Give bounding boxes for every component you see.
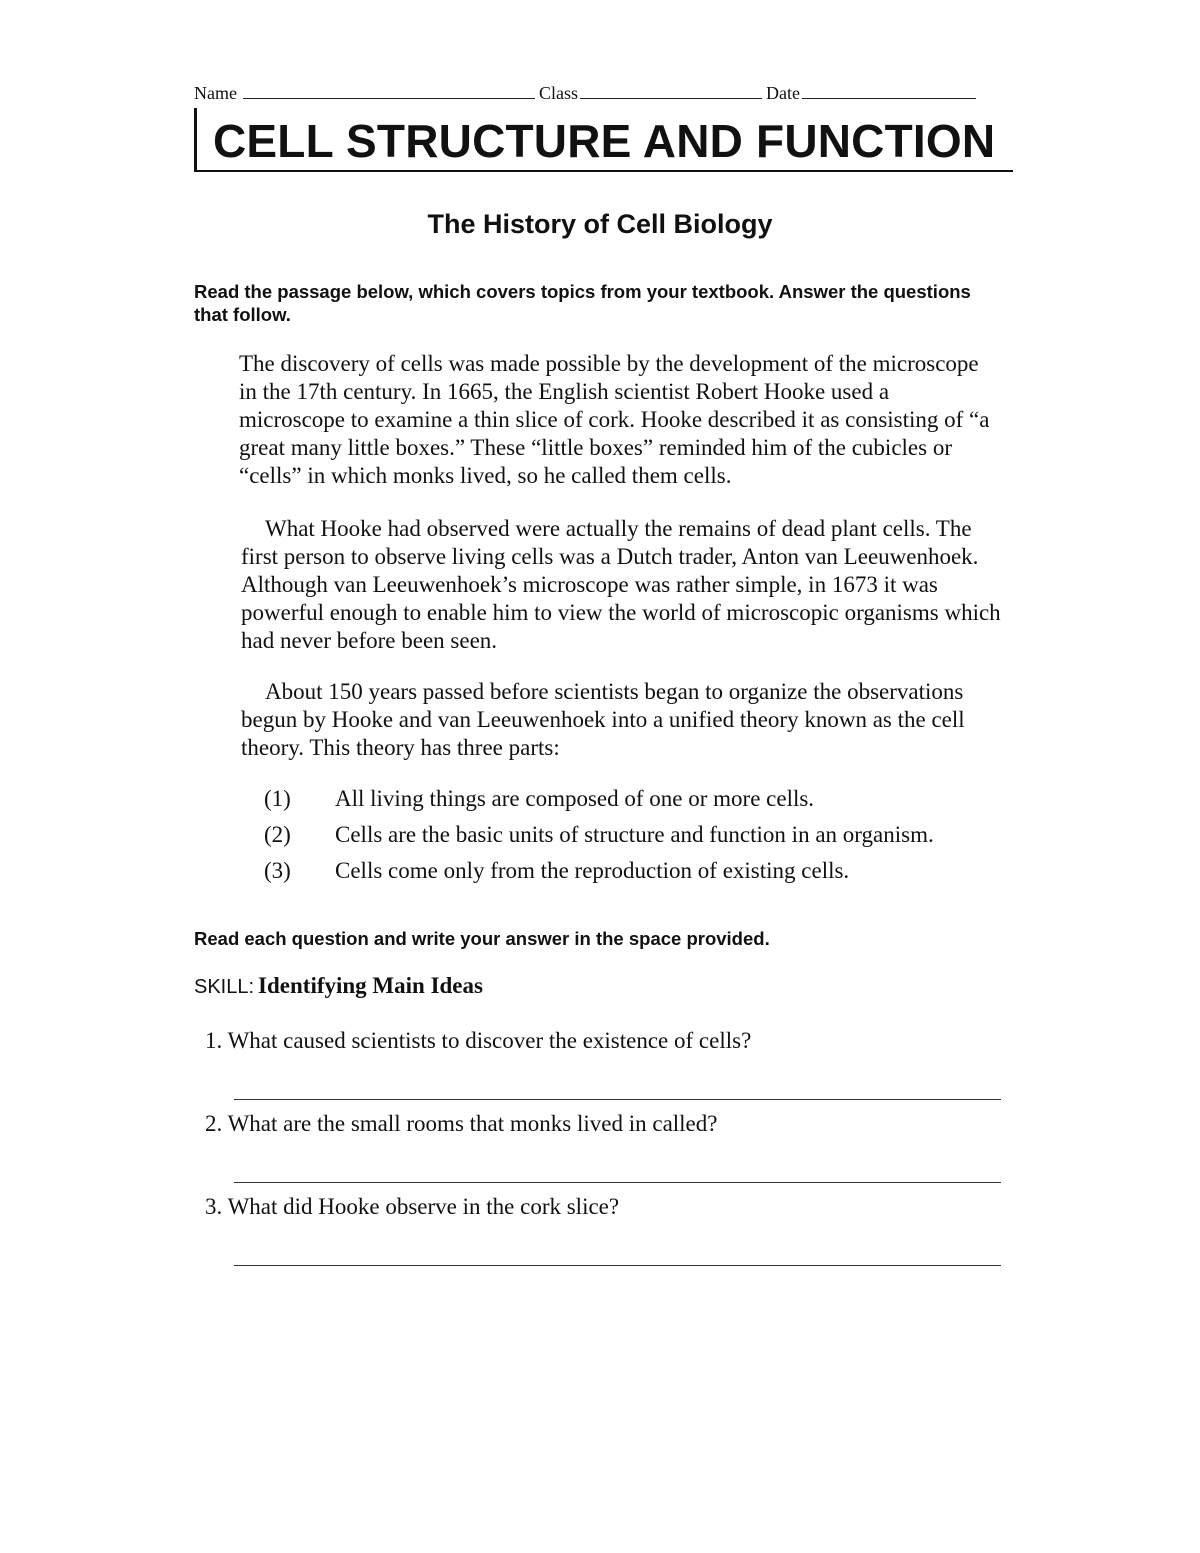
page-title: CELL STRUCTURE AND FUNCTION [213,115,996,167]
theory-item-text: All living things are composed of one or more cells. [335,786,815,811]
question-2: 2. What are the small rooms that monks lived in called? [205,1111,718,1136]
question-instructions: Read each question and write your answer in the space provided. [194,928,770,949]
answer-line-3[interactable] [234,1265,1001,1266]
question-3: 3. What did Hooke observe in the cork slice? [205,1194,620,1219]
header-fields [194,80,1000,104]
title-banner [194,108,1013,172]
skill-name: Identifying Main Ideas [258,973,483,998]
name-label: Name [194,83,237,103]
theory-item-text: Cells are the basic units of structure and function in an organism. [335,822,934,847]
class-field[interactable] [580,80,762,99]
reading-instructions: Read the passage below, which covers topics from your textbook. Answer the questions that follow. [194,281,971,325]
answer-line-1[interactable] [234,1099,1001,1100]
date-label: Date [766,83,800,103]
skill-label: SKILL: [194,976,255,998]
theory-item-number: (3) [264,858,291,883]
passage-paragraph: About 150 years passed before scientists began to organize the observations begun by Hooke and van Leeuwenhoek into a unified theory known as the cell theory. This theory has three parts: [241,679,965,760]
skill-heading [194,973,483,999]
class-label: Class [538,83,578,103]
question-1: 1. What caused scientists to discover the existence of cells? [205,1028,752,1053]
answer-line-2[interactable] [234,1182,1001,1183]
name-field[interactable] [243,80,535,99]
date-field[interactable] [802,80,976,99]
passage-paragraph: The discovery of cells was made possible by the development of the microscope in the 17th century. In 1665, the English scientist Robert Hooke used a microscope to examine a thin slice of cork. Hooke described it as consisting of “a great many little boxes.” These “little boxes” reminded him of the cubicles or “cells” in which monks lived, so he called them cells. [239,351,990,488]
section-subtitle: The History of Cell Biology [427,209,773,239]
theory-item-text: Cells come only from the reproduction of existing cells. [335,858,850,883]
theory-item-number: (1) [264,786,291,811]
passage-paragraph: What Hooke had observed were actually the remains of dead plant cells. The first person to observe living cells was a Dutch trader, Anton van Leeuwenhoek. Although van Leeuwenhoek’s microscope was rather simple, in 1673 it was powerful enough to enable him to view the world of microscopic organisms which had never before been seen. [241,516,1001,653]
theory-item-number: (2) [264,822,291,847]
